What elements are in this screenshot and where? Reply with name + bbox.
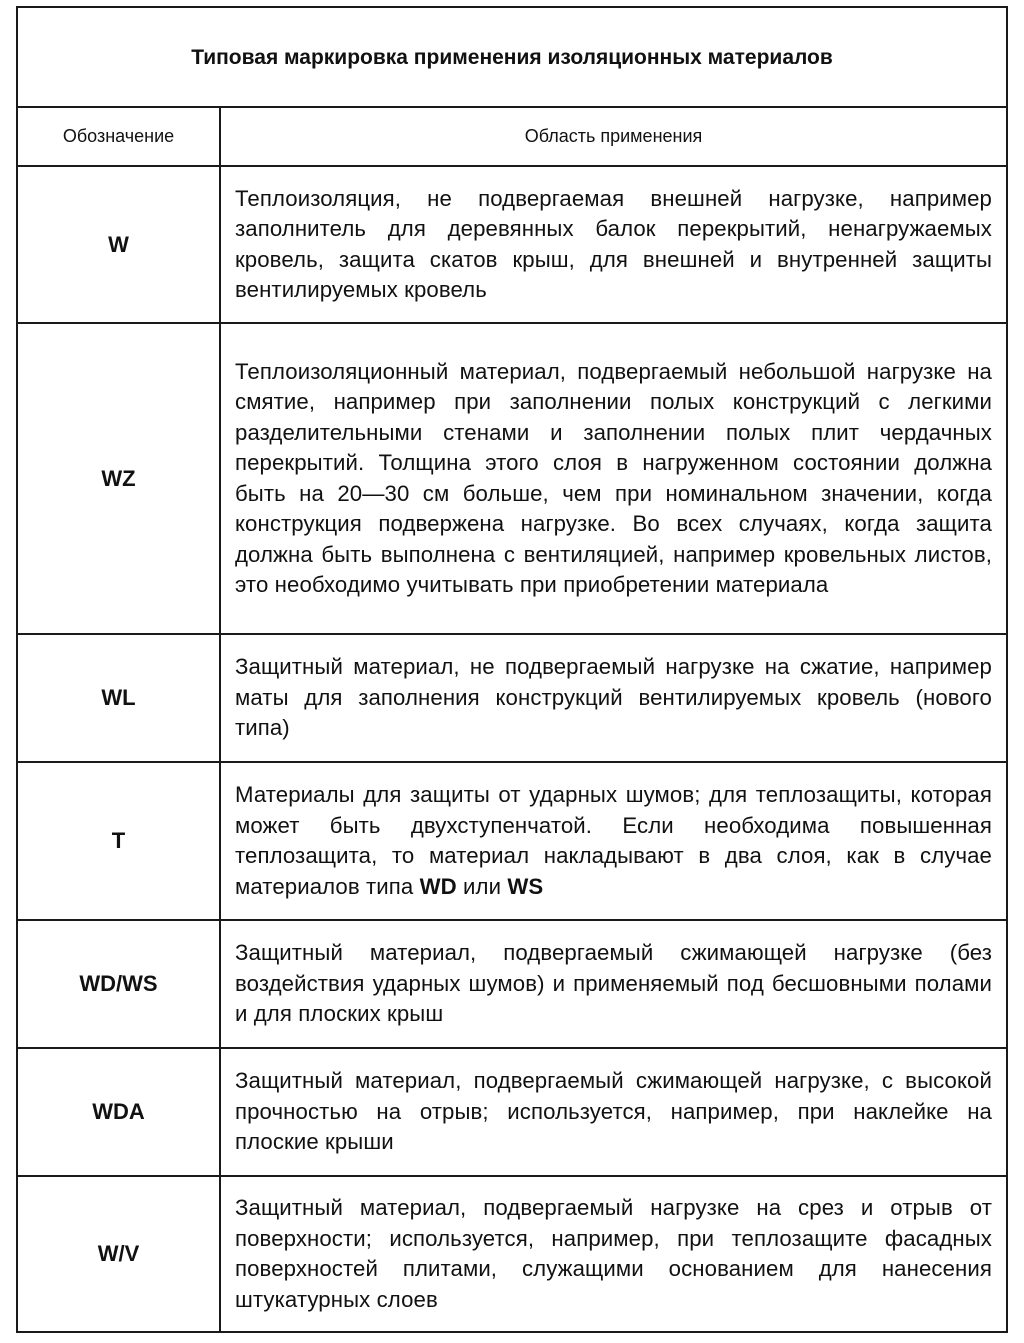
table-title-text: Типовая маркировка применения изоляционных материалов xyxy=(191,45,833,69)
description-cell xyxy=(220,166,1007,323)
header-row xyxy=(17,107,1007,166)
table-title xyxy=(17,7,1007,107)
table-row-w-v xyxy=(17,1176,1007,1332)
description-cell xyxy=(220,762,1007,920)
description-text: Защитный материал, подвергаемый нагрузке на срез и отрыв от поверхности; используется, например, при теплозащите фасадных поверхностей плитами, служащими основанием для нанесения штукатурных слоев xyxy=(235,1195,992,1312)
join-word: или xyxy=(463,873,502,899)
table-row-w xyxy=(17,166,1007,323)
code-cell: WD/WS xyxy=(17,920,220,1048)
description-text: Теплоизоляция, не подвергаемая внешней нагрузке, например заполнитель для деревянных балок перекрытий, ненагружаемых кровель, защита скатов крыш, для внешней и внутренней защиты вентилируемых кровель xyxy=(235,185,992,302)
table-row-wl xyxy=(17,634,1007,762)
document-page xyxy=(16,6,1006,1333)
description-text: Защитный материал, подвергаемый сжимающей нагрузке (без воздействия ударных шумов) и применяемый под бесшовными полами и для плоских крыш xyxy=(235,940,992,1027)
table-row-wda xyxy=(17,1048,1007,1176)
description-text xyxy=(221,780,1006,902)
code-cell: WL xyxy=(17,634,220,762)
description-cell xyxy=(220,323,1007,634)
table-row-wz xyxy=(17,323,1007,634)
description-text: Теплоизоляционный материал, подвергаемый небольшой нагрузке на смятие, например при заполнении полых конструкций с легкими разделительными стенами и заполнении полых плит чердачных перекрытий. Толщина этого слоя в нагруженном состоянии должна быть на 20—30 см больше, чем при номинальном значении, когда конструкция подвержена нагрузке. Во всех случаях, когда защита должна быть выполнена с вентиляцией, например кровельных листов, это необходимо учитывать при приобретении материала xyxy=(235,358,992,597)
table-row-wd-ws xyxy=(17,920,1007,1048)
title-row xyxy=(17,7,1007,107)
description-cell xyxy=(220,1048,1007,1176)
code-cell: W xyxy=(17,166,220,323)
code-cell: WZ xyxy=(17,323,220,634)
code-cell: W/V xyxy=(17,1176,220,1332)
description-text: Защитный материал, не подвергаемый нагрузке на сжатие, например маты для заполнения конструкций вентилируемых кровель (нового типа) xyxy=(235,654,992,741)
table-row-t xyxy=(17,762,1007,920)
material-code-ws: WS xyxy=(507,873,544,899)
description-cell xyxy=(220,1176,1007,1332)
marking-table xyxy=(16,6,1008,1333)
description-text: Защитный материал, подвергаемый сжимающей нагрузке, с высокой прочностью на отрыв; используется, например, при наклейке на плоские крыши xyxy=(235,1068,992,1155)
column-header-area: Область применения xyxy=(220,107,1007,166)
description-cell xyxy=(220,634,1007,762)
description-cell xyxy=(220,920,1007,1048)
code-cell: T xyxy=(17,762,220,920)
column-header-code: Обозначение xyxy=(17,107,220,166)
code-cell: WDA xyxy=(17,1048,220,1176)
description-text-main: Материалы для защиты от ударных шумов; для теплозащиты, которая может быть двухступенчатой. Если необходима повышенная теплозащита, то материал накладывают в два слоя, как в случае материалов типа xyxy=(235,782,992,899)
material-code-wd: WD xyxy=(419,873,457,899)
